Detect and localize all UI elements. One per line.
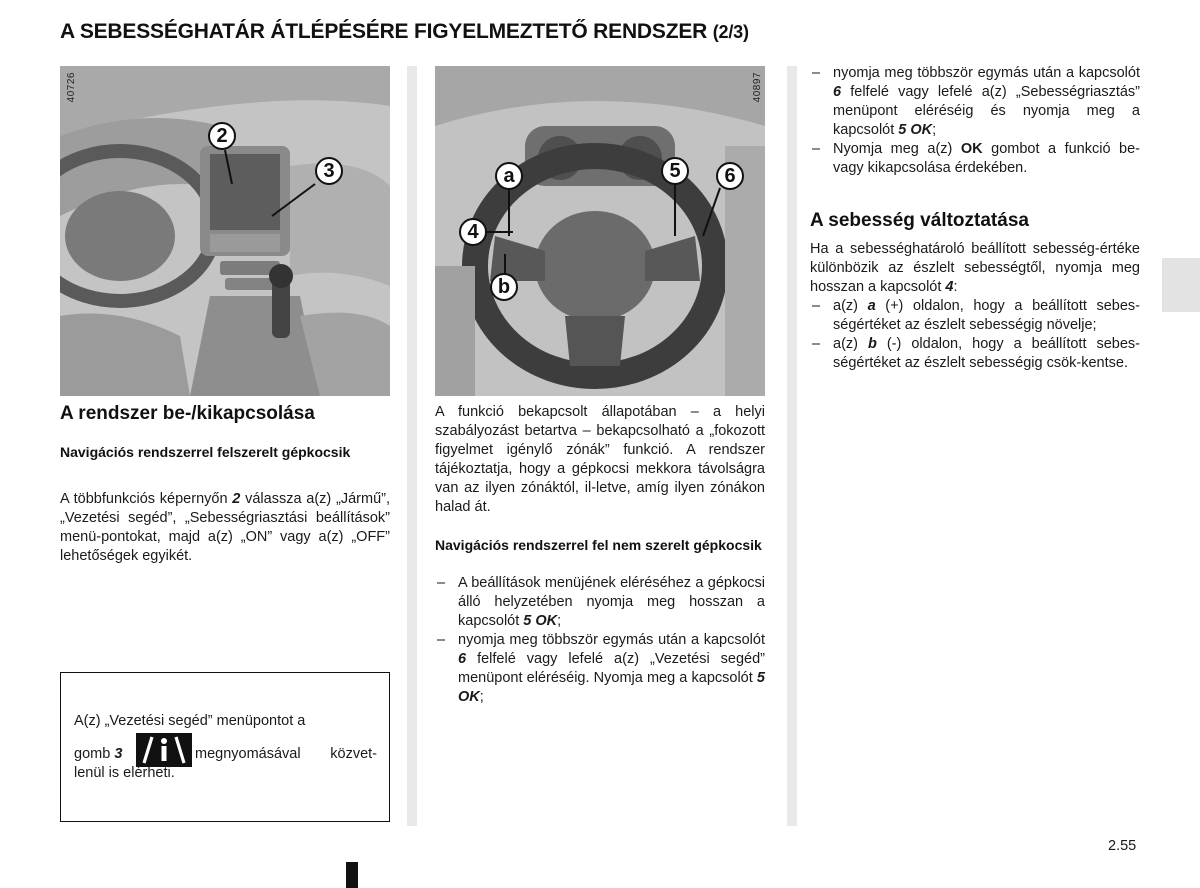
item-text: a(z) bbox=[833, 336, 868, 352]
section-heading-speed-change: A sebesség változtatása bbox=[810, 210, 1029, 231]
callout-5: 5 bbox=[661, 157, 689, 185]
item-text: (+) oldalon, hogy a beállított sebes-ségértéket az észlelt sebességig növelje; bbox=[833, 298, 1141, 333]
steps-list-col3 bbox=[810, 64, 1140, 178]
page-title bbox=[60, 20, 749, 44]
callout-6: 6 bbox=[716, 162, 744, 190]
callout-leader-lines-left bbox=[60, 66, 390, 396]
item-ref: 6 bbox=[833, 84, 842, 100]
item-ref: OK bbox=[960, 141, 983, 157]
column-separator-left bbox=[407, 66, 417, 826]
callout-a: a bbox=[495, 162, 523, 190]
item-text: Nyomja meg a(z) bbox=[833, 141, 961, 157]
list-item bbox=[810, 64, 1140, 140]
photo-code-left: 40726 bbox=[66, 72, 77, 103]
note-prefix-text: gomb bbox=[74, 746, 115, 762]
callout-2: 2 bbox=[208, 122, 236, 150]
list-item bbox=[810, 140, 1140, 178]
para-ref-2: 2 bbox=[232, 491, 241, 507]
paragraph-zones: A funkció bekapcsolt állapotában – a helyi szabályozást betartva – bekapcsolható a „fokozott figyelmet igénylő zónák” funkció. A rendszer tájékoztatja, hogy a gépkocsi mekkora távolságra van az ilyen zónáktól, il-letve, amíg ilyen zónákon halad át. bbox=[435, 404, 765, 515]
item-text: nyomja meg többször egymás után a kapcsolót bbox=[833, 65, 1140, 81]
para-ref-4: 4 bbox=[945, 279, 954, 295]
item-ref: 6 bbox=[458, 651, 467, 667]
item-ref: b bbox=[867, 336, 877, 352]
item-text: felfelé vagy lefelé a(z) „Sebességriasztás” menüpont eléréséig és nyomja meg a kapcsolót bbox=[833, 84, 1140, 138]
note-line-1: A(z) „Vezetési segéd” menüpontot a bbox=[74, 713, 306, 729]
item-text: nyomja meg többször egymás után a kapcsolót bbox=[458, 632, 765, 648]
paragraph-speed-change bbox=[810, 240, 1140, 297]
chapter-side-tab bbox=[1162, 258, 1200, 312]
item-ref: 5 OK bbox=[458, 670, 765, 705]
speed-change-list bbox=[810, 297, 1140, 373]
item-text: gombot a funkció be- vagy kikapcsolása érdekében. bbox=[833, 141, 1140, 176]
note-suffix: megnyomásával közvet-lenül is elérheti. bbox=[74, 746, 377, 781]
steps-list-col2 bbox=[435, 574, 765, 707]
item-text: ; bbox=[479, 689, 484, 705]
title-text: A SEBESSÉGHATÁR ÁTLÉPÉSÉRE FIGYELMEZTETŐ RENDSZER bbox=[60, 20, 708, 43]
subheading-without-nav: Navigációs rendszerrel fel nem szerelt gépkocsik bbox=[435, 537, 762, 553]
item-text: (-) oldalon, hogy a beállított sebes-ségértéket az észlelt sebességig csök-kentse. bbox=[833, 336, 1141, 371]
photo-code-right: 40897 bbox=[752, 72, 763, 103]
page-number: 2.55 bbox=[1108, 838, 1137, 854]
item-text: felfelé vagy lefelé a(z) „Vezetési segéd” menüpont eléréséig. Nyomja meg a kapcsolót bbox=[458, 651, 765, 686]
callout-3: 3 bbox=[315, 157, 343, 185]
item-text: a(z) bbox=[833, 298, 868, 314]
list-item bbox=[435, 574, 765, 631]
callout-4: 4 bbox=[459, 218, 487, 246]
item-ref: a bbox=[867, 298, 876, 314]
bottom-edge-mark bbox=[346, 862, 358, 888]
item-ref: 5 OK bbox=[523, 613, 558, 629]
para-text-2: válassza a(z) „Jármű”, „Vezetési segéd”, „Sebességriasztási beállítások” menü-pontokat, majd a(z) „ON” vagy a(z) „OFF” lehetőségek egyikét. bbox=[60, 491, 390, 564]
paragraph-with-nav bbox=[60, 490, 390, 566]
para-text: Ha a sebességhatároló beállított sebesség-értéke különbözik az észlelt sebességtől, nyomja meg hosszan a kapcsolót bbox=[810, 241, 1140, 295]
item-text: ; bbox=[557, 613, 562, 629]
item-text: A beállítások menüjének eléréséhez a gépkocsi álló helyzetében nyomja meg hosszan a kapcsolót bbox=[458, 575, 765, 629]
column-separator-right bbox=[787, 66, 797, 826]
list-item bbox=[810, 297, 1140, 335]
list-item bbox=[435, 631, 765, 707]
para-text-1: A többfunkciós képernyőn bbox=[60, 491, 233, 507]
callout-b: b bbox=[490, 273, 518, 301]
item-text: ; bbox=[932, 122, 937, 138]
note-ref-3: 3 bbox=[114, 746, 123, 762]
item-ref: 5 OK bbox=[898, 122, 933, 138]
para-text: : bbox=[953, 279, 958, 295]
section-heading-onoff: A rendszer be-/kikapcsolása bbox=[60, 403, 315, 424]
title-suffix: (2/3) bbox=[712, 22, 749, 42]
list-item bbox=[810, 335, 1140, 373]
subheading-with-nav: Navigációs rendszerrel felszerelt gépkocsik bbox=[60, 444, 351, 460]
